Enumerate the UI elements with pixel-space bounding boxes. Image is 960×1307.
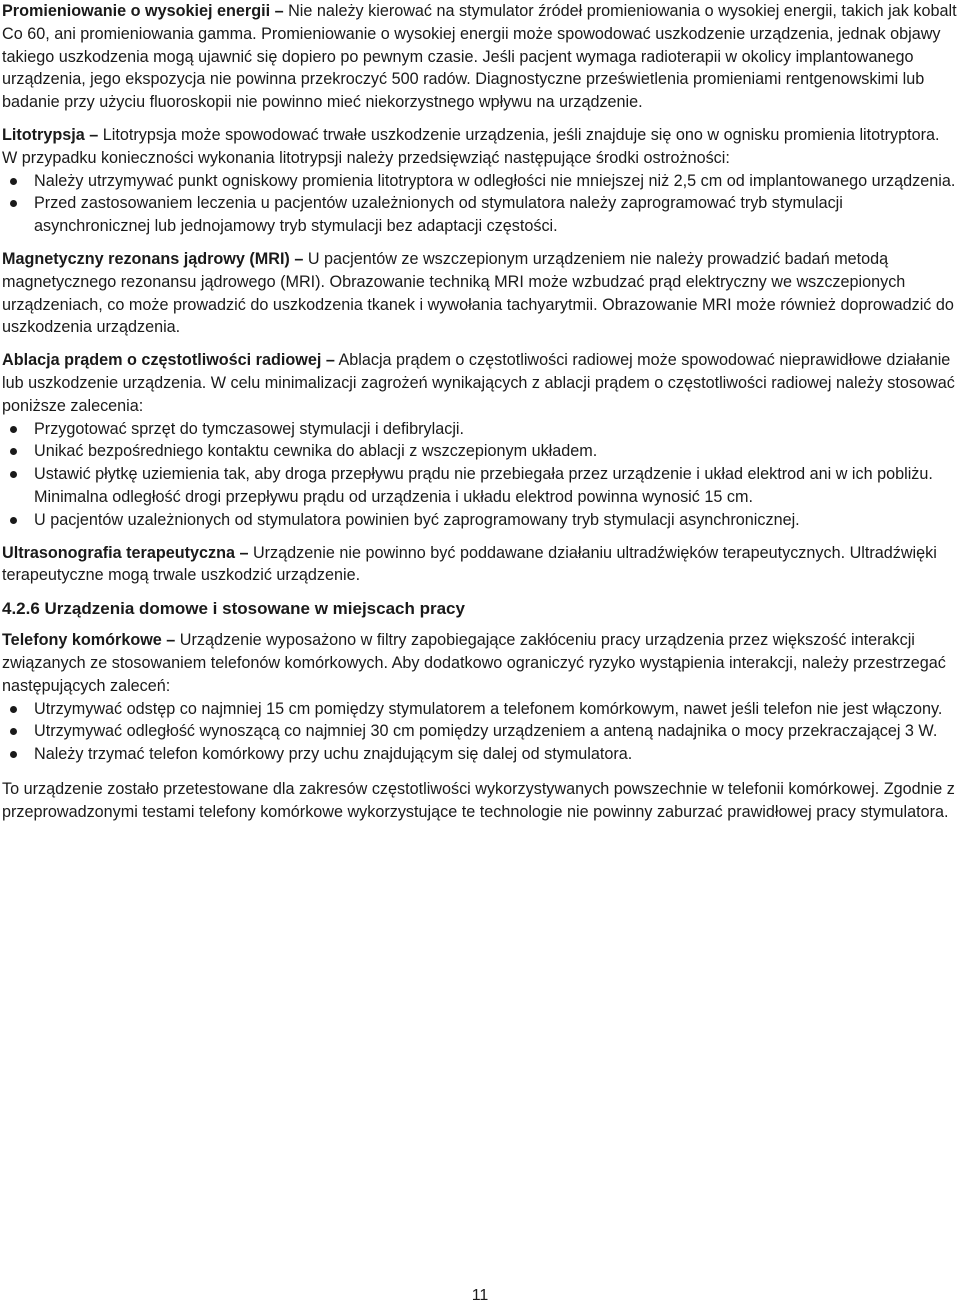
bullet-icon xyxy=(10,706,17,713)
list-item-text: Ustawić płytkę uziemienia tak, aby droga przepływu prądu nie przebiegała przez urządzenie i układ elektrod ani w ich pobliżu. Minimalna odległość drogi przepływu prądu od urządzenia i układu elektrod powinna wynosić 15 cm. xyxy=(34,465,933,506)
mri-paragraph xyxy=(2,248,958,339)
radiation-paragraph xyxy=(2,0,958,114)
radiation-term: Promieniowanie o wysokiej energii – xyxy=(2,2,284,20)
list-item xyxy=(2,440,958,463)
bullet-icon xyxy=(10,200,17,207)
ablation-paragraph xyxy=(2,349,958,417)
bullet-icon xyxy=(10,426,17,433)
phones-text: Urządzenie wyposażono w filtry zapobiegające zakłóceniu pracy urządzenia przez większość interakcji związanych ze stosowaniem telefonów komórkowych. Aby dodatkowo ograniczyć ryzyko wystąpienia interakcji, należy przestrzegać następujących zaleceń: xyxy=(2,631,946,695)
lithotripsy-term: Litotrypsja – xyxy=(2,125,99,144)
list-item-text: Przygotować sprzęt do tymczasowej stymulacji i defibrylacji. xyxy=(34,419,465,438)
ultrasound-text: Urządzenie nie powinno być poddawane działaniu ultradźwięków terapeutycznych. Ultradźwięki terapeutyczne mogą trwale uszkodzić urządzenie. xyxy=(2,543,937,585)
bullet-icon xyxy=(10,448,17,455)
list-item xyxy=(2,192,958,238)
phones-term: Telefony komórkowe – xyxy=(2,631,176,650)
bullet-icon xyxy=(10,471,17,478)
list-item xyxy=(2,418,958,441)
list-item-text: Utrzymywać odstęp co najmniej 15 cm pomiędzy stymulatorem a telefonem komórkowym, nawet jeśli telefon nie jest włączony. xyxy=(34,699,943,718)
closing-paragraph: To urządzenie zostało przetestowane dla zakresów częstotliwości wykorzystywanych powszechnie w telefonii komórkowej. Zgodnie z przeprowadzonymi testami telefony komórkowe wykorzystujące te technologie nie powinny zaburzać prawidłowej pracy stymulatora. xyxy=(2,779,955,821)
page-number: 11 xyxy=(471,1287,489,1304)
ultrasound-term: Ultrasonografia terapeutyczna – xyxy=(2,543,249,562)
mri-term: Magnetyczny rezonans jądrowy (MRI) – xyxy=(2,249,304,268)
list-item xyxy=(2,509,958,532)
list-item-text: Przed zastosowaniem leczenia u pacjentów uzależnionych od stymulatora należy zaprogramować tryb stymulacji asynchronicznej lub jednojamowy tryb stymulacji bez adaptacji częstości. xyxy=(34,194,843,236)
list-item xyxy=(2,463,958,509)
list-item-text: Należy trzymać telefon komórkowy przy uchu znajdującym się dalej od stymulatora. xyxy=(34,745,633,764)
radiation-text: Nie należy kierować na stymulator źródeł promieniowania o wysokiej energii, takich jak kobalt Co 60, ani promieniowania gamma. Promieniowanie o wysokiej energii może spowodować uszkodzenie urządzenia, jednak objawy takiego uszkodzenia mogą ujawnić się dopiero po pewnym czasie. Jeśli pacjent wymaga radioterapii w okolicy implantowanego urządzenia, jego ekspozycja nie powinna przekroczyć 500 radów. Diagnostyczne prześwietlenia promieniami rentgenowskimi lub badanie przy użyciu fluoroskopii nie powinno mieć niekorzystnego wpływu na urządzenie. xyxy=(2,2,957,112)
bullet-icon xyxy=(10,178,17,185)
ablation-term: Ablacja prądem o częstotliwości radiowej – xyxy=(2,351,335,370)
list-item-text: Należy utrzymywać punkt ogniskowy promienia litotryptora w odległości nie mniejszej niż 2,5 cm od implantowanego urządzenia. xyxy=(34,171,956,190)
ultrasound-paragraph xyxy=(2,542,958,588)
list-item-text: Unikać bezpośredniego kontaktu cewnika do ablacji z wszczepionym układem. xyxy=(34,442,598,461)
phones-paragraph xyxy=(2,629,958,697)
list-item xyxy=(2,720,958,743)
list-item xyxy=(2,698,958,721)
lithotripsy-bullet-list xyxy=(2,170,958,238)
section-heading: 4.2.6 Urządzenia domowe i stosowane w miejscach pracy xyxy=(2,599,465,619)
list-item xyxy=(2,170,958,193)
bullet-icon xyxy=(10,751,17,758)
list-item xyxy=(2,743,958,766)
list-item-text: U pacjentów uzależnionych od stymulatora powinien być zaprogramowany tryb stymulacji asynchronicznej. xyxy=(34,510,800,529)
lithotripsy-paragraph xyxy=(2,124,958,170)
ablation-bullet-list xyxy=(2,418,958,532)
lithotripsy-text: Litotrypsja może spowodować trwałe uszkodzenie urządzenia, jeśli znajduje się ono w ognisku promienia litotryptora. W przypadku konieczności wykonania litotrypsji należy przedsięwziąć następujące środki ostrożności: xyxy=(2,125,940,167)
phones-bullet-list xyxy=(2,698,958,766)
list-item-text: Utrzymywać odległość wynoszącą co najmniej 30 cm pomiędzy urządzeniem a anteną nadajnika o mocy przekraczającej 3 W. xyxy=(34,722,938,741)
bullet-icon xyxy=(10,517,17,524)
ablation-text: Ablacja prądem o częstotliwości radiowej może spowodować nieprawidłowe działanie lub uszkodzenie urządzenia. W celu minimalizacji zagrożeń wynikających z ablacji prądem o częstotliwości radiowej należy stosować poniższe zalecenia: xyxy=(2,351,955,415)
bullet-icon xyxy=(10,728,17,735)
mri-text: U pacjentów ze wszczepionym urządzeniem nie należy prowadzić badań metodą magnetycznego rezonansu jądrowego (MRI). Obrazowanie techniką MRI może wzbudzać prąd elektryczny we wszczepionych urządzeniach, co może prowadzić do uszkodzenia tkanek i wywołania tachyarytmii. Obrazowanie MRI może również doprowadzić do uszkodzenia urządzenia. xyxy=(2,249,954,337)
